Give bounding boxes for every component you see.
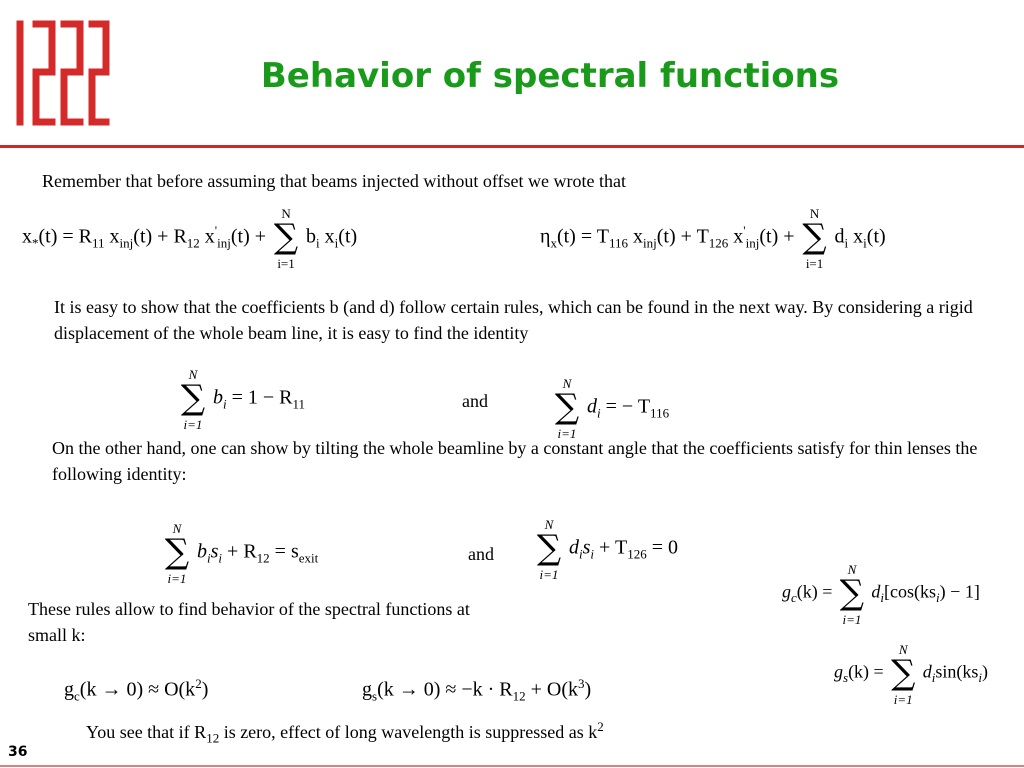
gs-approximation: $g_s(k \to 0) \approx -k \cdot R_{12} + O(k^3)$ [362,676,592,704]
conclusion-text: You see that if $R_{12}$ is zero, effect of long wavelength is suppressed as $k^2$ [86,719,604,746]
identity-bs-sum: N ∑ i=1 $b_is_i + R_{12} = s_{exit}$ [164,521,319,586]
sum-symbol: N ∑ i=1 [273,206,299,271]
and-label: and [462,391,488,411]
paragraph-tilting: On the other hand, one can show by tilting the whole beamline by a constant angle that the coefficients satisfy for thin lenses the following identity: [52,438,978,484]
paragraph-rigid-displacement: It is easy to show that the coefficients b (and d) follow certain rules, which can be found in the next way. By considering a rigid displacement of the whole beam line, it is easy to find the identity [54,297,973,343]
equation-eta-x: $\eta_x(t) = T_{116}$ $x_{inj}(t) + T_{126}$ $x'_{inj}(t)$ + N ∑ i=1 $d_i$ $x_i(t)$ [540,206,886,271]
and-label: and [468,544,494,564]
footer-divider [0,765,1024,767]
gc-definition: $g_c(k)$ = N ∑ i=1 $d_i[\cos(ks_i) - 1]$ [782,562,980,627]
gc-approximation: $g_c(k \to 0) \approx O(k^2)$ [64,676,209,704]
sum-symbol: N ∑ i=1 [802,206,827,271]
paragraph-small-k: These rules allow to find behavior of the spectral functions at small k: [28,599,470,645]
equation-x-star: $x_*(t) = R_{11}$ $x_{inj}(t) + R_{12}$ $x'_{inj}(t)$ + N ∑ i=1 $b_i$ $x_i(t)$ [22,206,358,271]
intro-text: Remember that before assuming that beams injected without offset we wrote that [42,171,626,191]
slide-number: 36 [8,744,28,760]
identity-d-sum: N ∑ i=1 $d_i$ = − $T_{116}$ [554,376,670,441]
gs-definition: $g_s(k)$ = N ∑ i=1 $d_i\sin(ks_i)$ [834,642,988,707]
page-title: Behavior of spectral functions [260,56,840,96]
title-divider [0,145,1024,148]
identity-ds-sum: N ∑ i=1 $d_is_i + T_{126} = 0$ [536,517,678,582]
isss-logo-icon [12,14,112,132]
identity-b-sum: N ∑ i=1 $b_i = 1 - R_{11}$ [180,367,306,432]
